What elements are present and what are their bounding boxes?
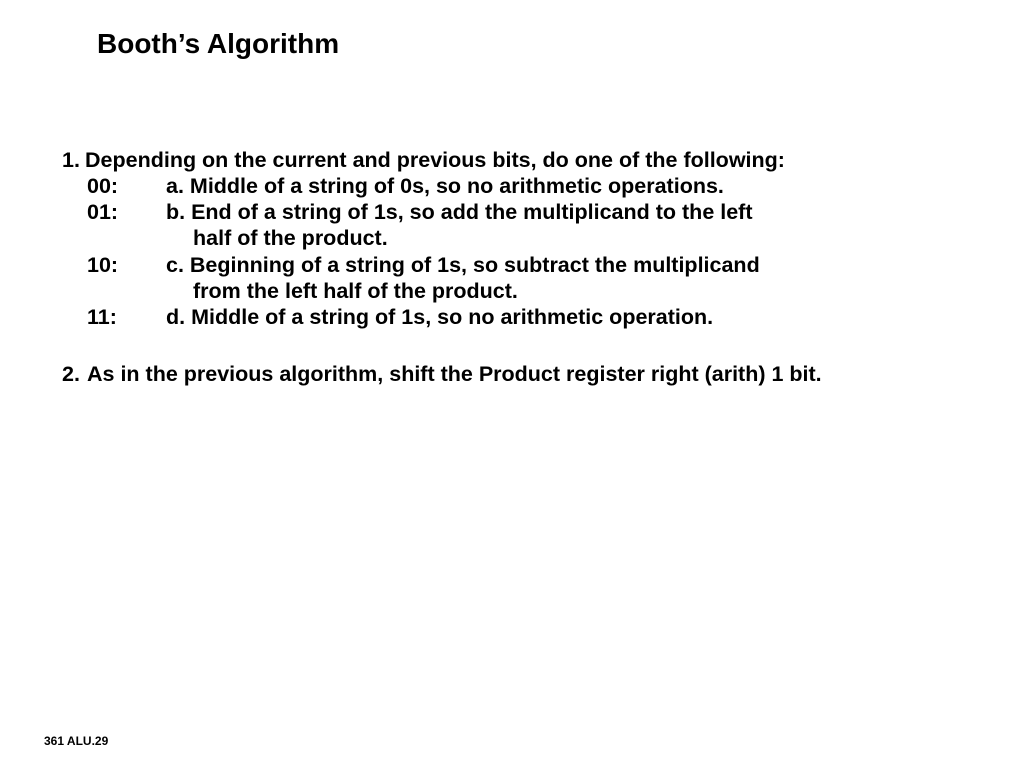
slide-footer: 361 ALU.29 xyxy=(44,734,109,748)
step-2-number: 2. xyxy=(62,362,80,386)
step-1-text: Depending on the current and previous bits, do one of the following: xyxy=(85,148,785,172)
case-code: 10: xyxy=(87,253,119,277)
case-description-continued: half of the product. xyxy=(193,226,388,250)
step-2-text: As in the previous algorithm, shift the Product register right (arith) 1 bit. xyxy=(87,362,822,386)
case-description: c. Beginning of a string of 1s, so subtract the multiplicand xyxy=(166,253,760,277)
case-code: 11: xyxy=(87,305,117,329)
case-description: b. End of a string of 1s, so add the multiplicand to the left xyxy=(166,200,753,224)
case-description: d. Middle of a string of 1s, so no arithmetic operation. xyxy=(166,305,714,329)
case-code: 00: xyxy=(87,174,119,198)
slide-title: Booth’s Algorithm xyxy=(97,28,340,59)
case-code: 01: xyxy=(87,200,119,224)
case-description-continued: from the left half of the product. xyxy=(193,279,518,303)
case-description: a. Middle of a string of 0s, so no arithmetic operations. xyxy=(166,174,724,198)
step-1-number: 1. xyxy=(62,148,80,172)
